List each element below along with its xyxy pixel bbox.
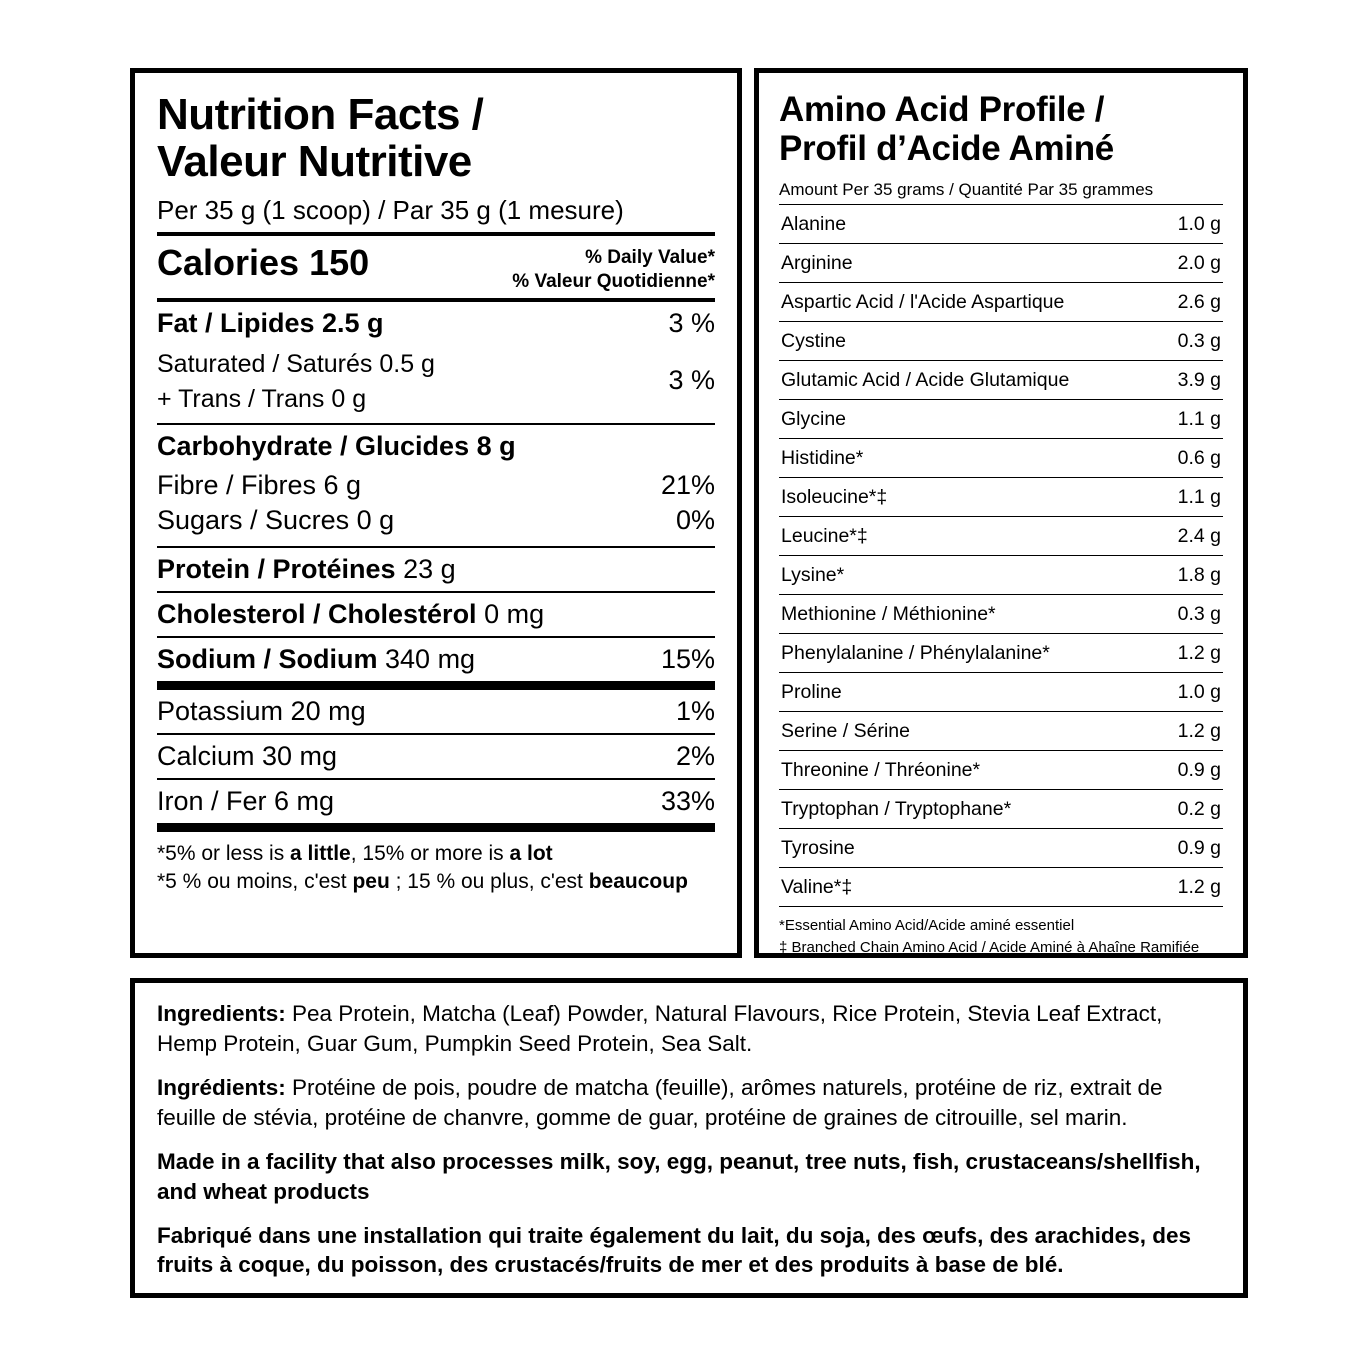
- amino-value: 0.9 g: [1177, 836, 1221, 859]
- amino-row: [779, 516, 1223, 555]
- amino-acid-title: [779, 91, 1223, 168]
- amino-value: 0.3 g: [1177, 329, 1221, 352]
- amino-name: Glycine: [781, 407, 847, 430]
- divider-thick: [157, 823, 715, 832]
- amino-row: [779, 867, 1223, 906]
- amino-name: Lysine*: [781, 563, 845, 586]
- amino-row: [779, 360, 1223, 399]
- amino-name: Arginine: [781, 251, 853, 274]
- footnote-fr-bold2: beaucoup: [588, 870, 688, 893]
- calcium-label: Calcium 30 mg: [157, 740, 338, 771]
- fat-label: Fat / Lipides 2.5 g: [157, 307, 384, 338]
- amino-acid-title-fr: Profil d’Acide Aminé: [779, 128, 1114, 168]
- trans-label-wrap: [157, 382, 668, 417]
- amino-value: 0.6 g: [1177, 446, 1221, 469]
- cholesterol-label: [157, 599, 703, 630]
- row-protein: [157, 548, 715, 591]
- amino-value: 1.2 g: [1177, 719, 1221, 742]
- fat-dv: 3 %: [668, 307, 715, 338]
- amino-value: 0.2 g: [1177, 797, 1221, 820]
- amino-name: Histidine*: [781, 446, 864, 469]
- saturated-label: Saturated / Saturés 0.5 g: [157, 349, 435, 378]
- amino-value: 2.4 g: [1177, 524, 1221, 547]
- amino-name: Leucine*‡: [781, 524, 868, 547]
- calories-row: [157, 236, 715, 298]
- saturated-label-wrap: [157, 347, 668, 382]
- nutrition-footnote-fr: [157, 868, 715, 896]
- sugars-label: Sugars / Sucres 0 g: [157, 504, 395, 535]
- amino-acid-subtitle: Amount Per 35 grams / Quantité Par 35 grammes: [779, 180, 1154, 199]
- amino-row: [779, 204, 1223, 243]
- saturated-trans-dv: 3 %: [668, 365, 715, 396]
- row-carbohydrate: [157, 425, 715, 468]
- amino-name: Alanine: [781, 212, 847, 235]
- row-calcium: [157, 735, 715, 778]
- trans-label: + Trans / Trans 0 g: [157, 384, 367, 413]
- amino-value: 1.2 g: [1177, 641, 1221, 664]
- amino-name: Phenylalanine / Phénylalanine*: [781, 641, 1050, 664]
- amino-value: 1.8 g: [1177, 563, 1221, 586]
- amino-name: Methionine / Méthionine*: [781, 602, 996, 625]
- amino-name: Tryptophan / Tryptophane*: [781, 797, 1012, 820]
- footnote-fr-part1: *5 % ou moins, c'est: [157, 870, 353, 893]
- amino-value: 3.9 g: [1177, 368, 1221, 391]
- sodium-dv: 15%: [660, 643, 715, 674]
- amino-acid-title-en: Amino Acid Profile /: [779, 90, 1105, 129]
- amino-value: 1.0 g: [1177, 680, 1221, 703]
- footnote-fr-part2: ; 15 % ou plus, c'est: [389, 870, 589, 893]
- ingredients-fr-label: Ingrédients:: [157, 1074, 286, 1100]
- amino-value: 2.0 g: [1177, 251, 1221, 274]
- nutrition-footnote-en: [157, 840, 715, 868]
- amino-value: 1.2 g: [1177, 875, 1221, 898]
- amino-name: Threonine / Thréonine*: [781, 758, 981, 781]
- amino-footnote-line2: ‡ Branched Chain Amino Acid / Acide Aminé à Ahaîne Ramifiée: [779, 938, 1200, 956]
- allergen-statement-fr: Fabriqué dans une installation qui traite également du lait, du soja, des œufs, des arachides, des fruits à coque, du poisson, des crustacés/fruits de mer et des produits à base de blé.: [157, 1222, 1191, 1278]
- amino-value: 1.1 g: [1177, 485, 1221, 508]
- amino-acid-panel: [754, 68, 1248, 958]
- ingredients-en-text: Pea Protein, Matcha (Leaf) Powder, Natural Flavours, Rice Protein, Stevia Leaf Extract, Hemp Protein, Guar Gum, Pumpkin Seed Protein, Sea Salt.: [157, 1001, 1163, 1056]
- amino-row: [779, 477, 1223, 516]
- calories-label: Calories 150: [157, 242, 370, 284]
- ingredients-fr: [157, 1073, 1221, 1133]
- row-fat: [157, 302, 715, 345]
- amino-value: 0.9 g: [1177, 758, 1221, 781]
- ingredients-en: [157, 999, 1221, 1059]
- footnote-fr-bold1: peu: [352, 870, 390, 893]
- ingredients-panel: [130, 978, 1248, 1298]
- row-saturated-trans: [157, 345, 715, 417]
- amino-row: [779, 828, 1223, 867]
- amino-name: Aspartic Acid / l'Acide Aspartique: [781, 290, 1065, 313]
- row-iron: [157, 780, 715, 823]
- potassium-label: Potassium 20 mg: [157, 695, 366, 726]
- amino-value: 1.0 g: [1177, 212, 1221, 235]
- footnote-en-bold1: a little: [290, 841, 351, 865]
- amino-value: 2.6 g: [1177, 290, 1221, 313]
- amino-footnote: [779, 906, 1223, 959]
- amino-row: [779, 750, 1223, 789]
- fibre-label: Fibre / Fibres 6 g: [157, 469, 362, 500]
- cholesterol-value: 0 mg: [484, 598, 545, 629]
- nutrition-facts-title-fr: Valeur Nutritive: [157, 137, 472, 187]
- amino-footnote-line1: *Essential Amino Acid/Acide aminé essentiel: [779, 917, 1075, 934]
- sugars-dv: 0%: [675, 504, 715, 535]
- sodium-value: 340 mg: [385, 643, 476, 674]
- serving-size: Per 35 g (1 scoop) / Par 35 g (1 mesure): [157, 195, 624, 226]
- daily-value-header: [512, 242, 715, 294]
- nutrition-facts-title: [157, 91, 715, 185]
- iron-dv: 33%: [660, 785, 715, 816]
- nutrition-facts-panel: [130, 68, 742, 958]
- protein-value: 23 g: [403, 553, 456, 584]
- amino-row: [779, 282, 1223, 321]
- row-fibre: [157, 468, 715, 503]
- footnote-en-part1: *5% or less is: [157, 841, 291, 865]
- daily-value-header-en: % Daily Value*: [585, 247, 715, 269]
- nutrition-facts-title-en: Nutrition Facts /: [157, 90, 484, 139]
- calcium-dv: 2%: [675, 740, 715, 771]
- daily-value-header-fr: % Valeur Quotidienne*: [512, 270, 715, 292]
- amino-value: 0.3 g: [1177, 602, 1221, 625]
- amino-name: Serine / Sérine: [781, 719, 910, 742]
- amino-row: [779, 633, 1223, 672]
- potassium-dv: 1%: [675, 695, 715, 726]
- ingredients-en-label: Ingredients:: [157, 1001, 286, 1026]
- amino-name: Proline: [781, 680, 842, 703]
- row-sugars: [157, 503, 715, 538]
- allergen-statement-en: Made in a facility that also processes milk, soy, egg, peanut, tree nuts, fish, crustaceans/shellfish, and wheat products: [157, 1148, 1201, 1204]
- sodium-label: [157, 644, 649, 675]
- amino-name: Cystine: [781, 329, 847, 352]
- row-potassium: [157, 690, 715, 733]
- ingredients-fr-text: Protéine de pois, poudre de matcha (feuille), arômes naturels, protéine de riz, extrait de feuille de stévia, protéine de chanvre, gomme de guar, protéine de graines de citrouille, sel marin.: [157, 1074, 1163, 1130]
- iron-label: Iron / Fer 6 mg: [157, 785, 335, 816]
- amino-value: 1.1 g: [1177, 407, 1221, 430]
- footnote-en-bold2: a lot: [509, 841, 553, 865]
- cholesterol-label-bold: Cholesterol / Cholestérol: [157, 598, 477, 629]
- amino-name: Valine*‡: [781, 875, 853, 898]
- protein-label-bold: Protein / Protéines: [157, 553, 396, 584]
- protein-label: [157, 554, 703, 585]
- row-cholesterol: [157, 593, 715, 636]
- amino-row: [779, 321, 1223, 360]
- amino-row: [779, 399, 1223, 438]
- divider-thick: [157, 681, 715, 690]
- fibre-dv: 21%: [660, 469, 715, 500]
- amino-name: Isoleucine*‡: [781, 485, 888, 508]
- footnote-en-part2: , 15% or more is: [350, 841, 510, 865]
- amino-name: Tyrosine: [781, 836, 855, 859]
- amino-row: [779, 789, 1223, 828]
- amino-row: [779, 438, 1223, 477]
- amino-row: [779, 711, 1223, 750]
- amino-row: [779, 672, 1223, 711]
- amino-row: [779, 594, 1223, 633]
- amino-name: Glutamic Acid / Acide Glutamique: [781, 368, 1070, 391]
- amino-row: [779, 555, 1223, 594]
- row-sodium: [157, 638, 715, 681]
- sodium-label-bold: Sodium / Sodium: [157, 643, 378, 674]
- carbohydrate-label: Carbohydrate / Glucides 8 g: [157, 430, 516, 461]
- amino-row: [779, 243, 1223, 282]
- nutrition-footnote: [157, 832, 715, 897]
